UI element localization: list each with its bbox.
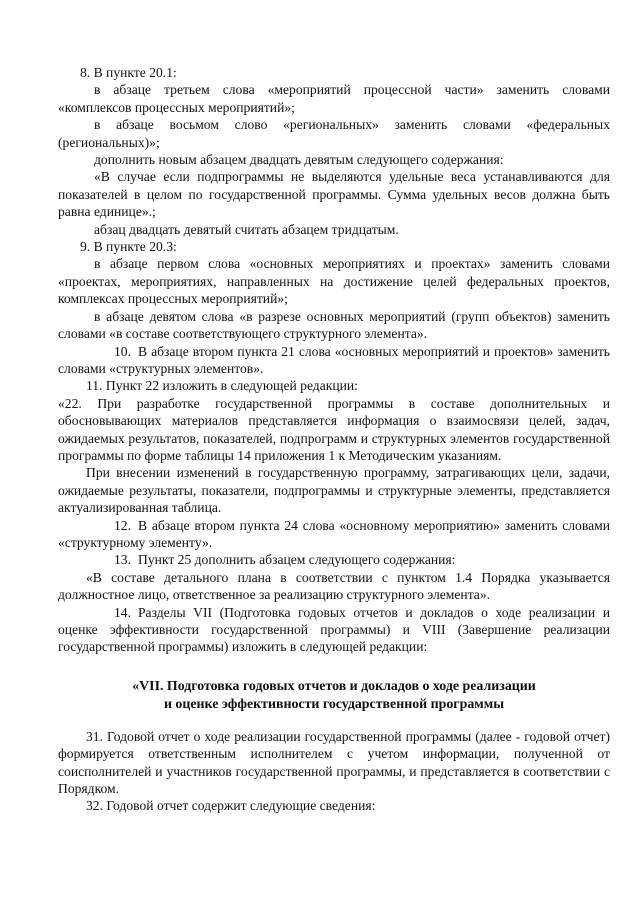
item-14 (58, 604, 610, 656)
paragraph: дополнить новым абзацем двадцать девятым следующего содержания: (94, 152, 504, 168)
item-number: 13. (114, 552, 131, 568)
paragraph: 32. Годовой отчет содержит следующие сведения: (86, 798, 376, 814)
quoted-paragraph: «22. При разработке государственной программы в составе дополнительных и обосновывающих материалов представляется информация о взаимосвязи целей, задач, ожидаемых результатов, показателей, подпрограмм и структурных элементов государственной программы по форме таблицы 14 приложения 1 к Методическим указаниям. (58, 395, 610, 463)
paragraph: в абзаце первом слова «основных мероприятиях и проектах» заменить словами «проектах, мероприятиях, направленных на достижение целей федеральных проектов, комплексах процессных мероприятий»; (58, 256, 610, 307)
item-text: В абзаце втором пункта 21 слова «основных мероприятий и проектов» заменить словами «структурных элементов». (58, 343, 610, 376)
item-text: В абзаце втором пункта 24 слова «основному мероприятию» заменить словами «структурному элементу». (58, 517, 610, 550)
quoted-paragraph: «В составе детального плана в соответствии с пунктом 1.4 Порядка указывается должностное лицо, ответственное за реализацию структурного элемента». (58, 569, 610, 603)
paragraph: в абзаце девятом слова «в разрезе основных мероприятий (групп объектов) заменить словами «в составе соответствующего структурного элемента». (58, 308, 610, 342)
item-9-heading: 9. В пункте 20.3: (80, 239, 177, 255)
document-body (58, 64, 610, 815)
item-11-heading: 11. Пункт 22 изложить в следующей редакции: (86, 378, 358, 394)
section-heading-line: и оценке эффективности государственной программы (163, 696, 505, 712)
item-12 (58, 517, 610, 552)
paragraph: в абзаце третьем слова «мероприятий процессной части» заменить словами «комплексов процессных мероприятий»; (58, 82, 610, 115)
paragraph: 31. Годовой отчет о ходе реализации государственной программы (далее - годовой отчет) формируется ответственным исполнителем с учетом информации, полученной от соисполнителей и участников государственной программы, и представляется в соответствии с Порядком. (58, 728, 610, 797)
item-10 (58, 343, 610, 378)
item-number: 14. (114, 604, 131, 620)
paragraph: в абзаце восьмом слово «региональных» заменить словами «федеральных (региональных)»; (58, 117, 610, 150)
quoted-paragraph: «В случае если подпрограммы не выделяются удельные веса устанавливаются для показателей в целом по государственной программы. Сумма удельных весов должна быть равна единице».; (58, 169, 610, 220)
item-number: 12. (114, 517, 131, 533)
paragraph: абзац двадцать девятый считать абзацем тридцатым. (94, 221, 399, 237)
item-number: 10. (114, 343, 131, 359)
paragraph: При внесении изменений в государственную программу, затрагивающих цели, задачи, ожидаемые результаты, показатели, подпрограммы и структурные элементы, представляется актуализированная таблица. (58, 465, 610, 516)
section-heading (58, 678, 610, 714)
item-text: Пункт 25 дополнить абзацем следующего содержания: (138, 552, 456, 568)
item-8-heading: 8. В пункте 20.1: (80, 65, 177, 80)
item-13 (58, 551, 610, 568)
item-text: Разделы VII (Подготовка годовых отчетов и докладов о ходе реализации и оценке эффективности государственной программы) и VIII (Завершение реализации государственной программы) изложить в следующей редакции: (58, 604, 610, 655)
section-heading-line: «VII. Подготовка годовых отчетов и докладов о ходе реализации (132, 678, 536, 694)
